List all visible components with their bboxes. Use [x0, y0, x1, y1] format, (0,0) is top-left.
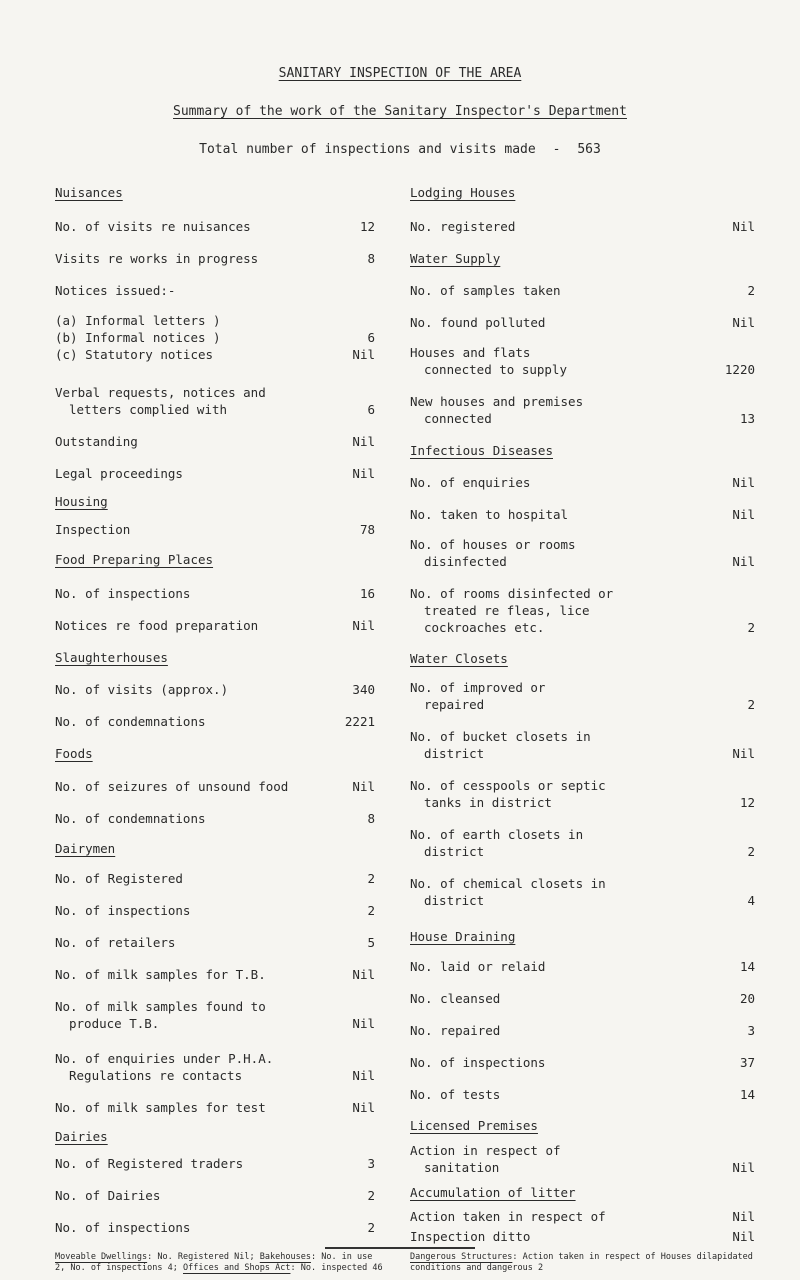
section-heading-housing: Housing [55, 494, 108, 509]
section-heading-infectious: Infectious Diseases [410, 443, 553, 458]
section-heading-offices-shops: Offices and Shops Act [183, 1263, 291, 1273]
lower-sections-strip: Moveable Dwellings: No. Registered Nil; Bakehouses: No. in use 2, No. of inspections 4; Offices and Shops Act: No. inspected 46 Dangerous Structures: Action taken in respect of Houses dilapidated conditions and dangerous 2 [55, 1252, 753, 1273]
section-heading-dangerous: Dangerous Structures [410, 1252, 513, 1262]
notices-issued-label: Notices issued:- [55, 283, 176, 298]
section-heading-lodging: Lodging Houses [410, 185, 516, 200]
page-title: SANITARY INSPECTION OF THE AREA [278, 66, 522, 81]
moveable-reg-value: Nil [234, 1252, 250, 1262]
section-heading-dairymen: Dairymen [55, 841, 116, 856]
section-heading-house-draining: House Draining [410, 929, 516, 944]
section-heading-bakehouses: Bakehouses [259, 1252, 311, 1262]
section-heading-food-places: Food Preparing Places [55, 552, 214, 567]
total-inspections-line: Total number of inspections and visits made - 563 [199, 142, 601, 157]
section-heading-litter: Accumulation of litter [410, 1185, 576, 1200]
section-heading-slaughterhouses: Slaughterhouses [55, 650, 168, 665]
section-heading-water-closets: Water Closets [410, 651, 508, 666]
page-subtitle: Summary of the work of the Sanitary Inspector's Department [173, 104, 627, 119]
document-page: SANITARY INSPECTION OF THE AREA Summary of the work of the Sanitary Inspector's Department Total number of inspections and visits made - 563 Nuisances No. of visits re nuisances 12 Visits re works in progress 8 Notices issued:- (a) Informal letters ) (b) Informal notices ) 6 (c) Statutory notices Nil Verbal requests, notices and letters complied with 6 Outstanding Nil Legal proceedings Nil Housing Inspection 78 Food Preparing Places No. of inspections 16 Notices re food preparation Nil Slaughterhouses No. of visits (approx.) 340 No. of condemnations 2221 Foods No. of seizures of unsound food Nil No. of condemnations 8 Dairymen No. of Registered 2 No. of inspections 2 No. of retailers 5 No. of milk samples for T.B. Nil No. of milk samples found to produce T.B. Nil No. of enquiries under P.H.A. Regulations re contacts Nil No. of milk samples for test Nil Dairies No. of Registered traders 3 No. of Dairies 2 No. of inspections 2 Lodging Houses No. registered Nil Water Supply No. of samples taken 2 No. found polluted Nil Houses and flats connected to supply 1220 New houses and premises connected 13 Infectious Diseases No. of enquiries Nil No. taken to hospital Nil No. of houses or rooms disinfected Nil No. of rooms disinfected or treated re fleas, lice cockroaches etc. 2 Water Closets No. of improved or repaired 2 No. of bucket closets in district Nil No. of cesspools or septic tanks in district 12 No. of earth closets in district 2 No. of chemical closets in district 4 House Draining No. laid or relaid 14 No. cleansed 20 No. repaired 3 No. of inspections 37 No. of tests 14 Licensed Premises Action in respect of sanitation Nil Accumulation of litter Action taken in respect of Nil Inspection ditto Nil Moveable Dwellings: No. Registered Nil; Bakehouses: No. in use 2, No. of inspections 4; Offices and Shops Act: No. inspected 46 Dangerous Structures: Action taken in respect of Houses dilapidated conditions and dangerous 2 [0, 0, 800, 1280]
section-heading-water-supply: Water Supply [410, 251, 501, 266]
bottom-rule [325, 1247, 475, 1249]
section-heading-licensed: Licensed Premises [410, 1118, 538, 1133]
section-heading-moveable: Moveable Dwellings [55, 1252, 148, 1262]
total-inspections-value: 563 [577, 142, 601, 157]
section-heading-foods: Foods [55, 746, 93, 761]
section-heading-dairies: Dairies [55, 1129, 108, 1144]
section-heading-nuisances: Nuisances [55, 185, 123, 200]
